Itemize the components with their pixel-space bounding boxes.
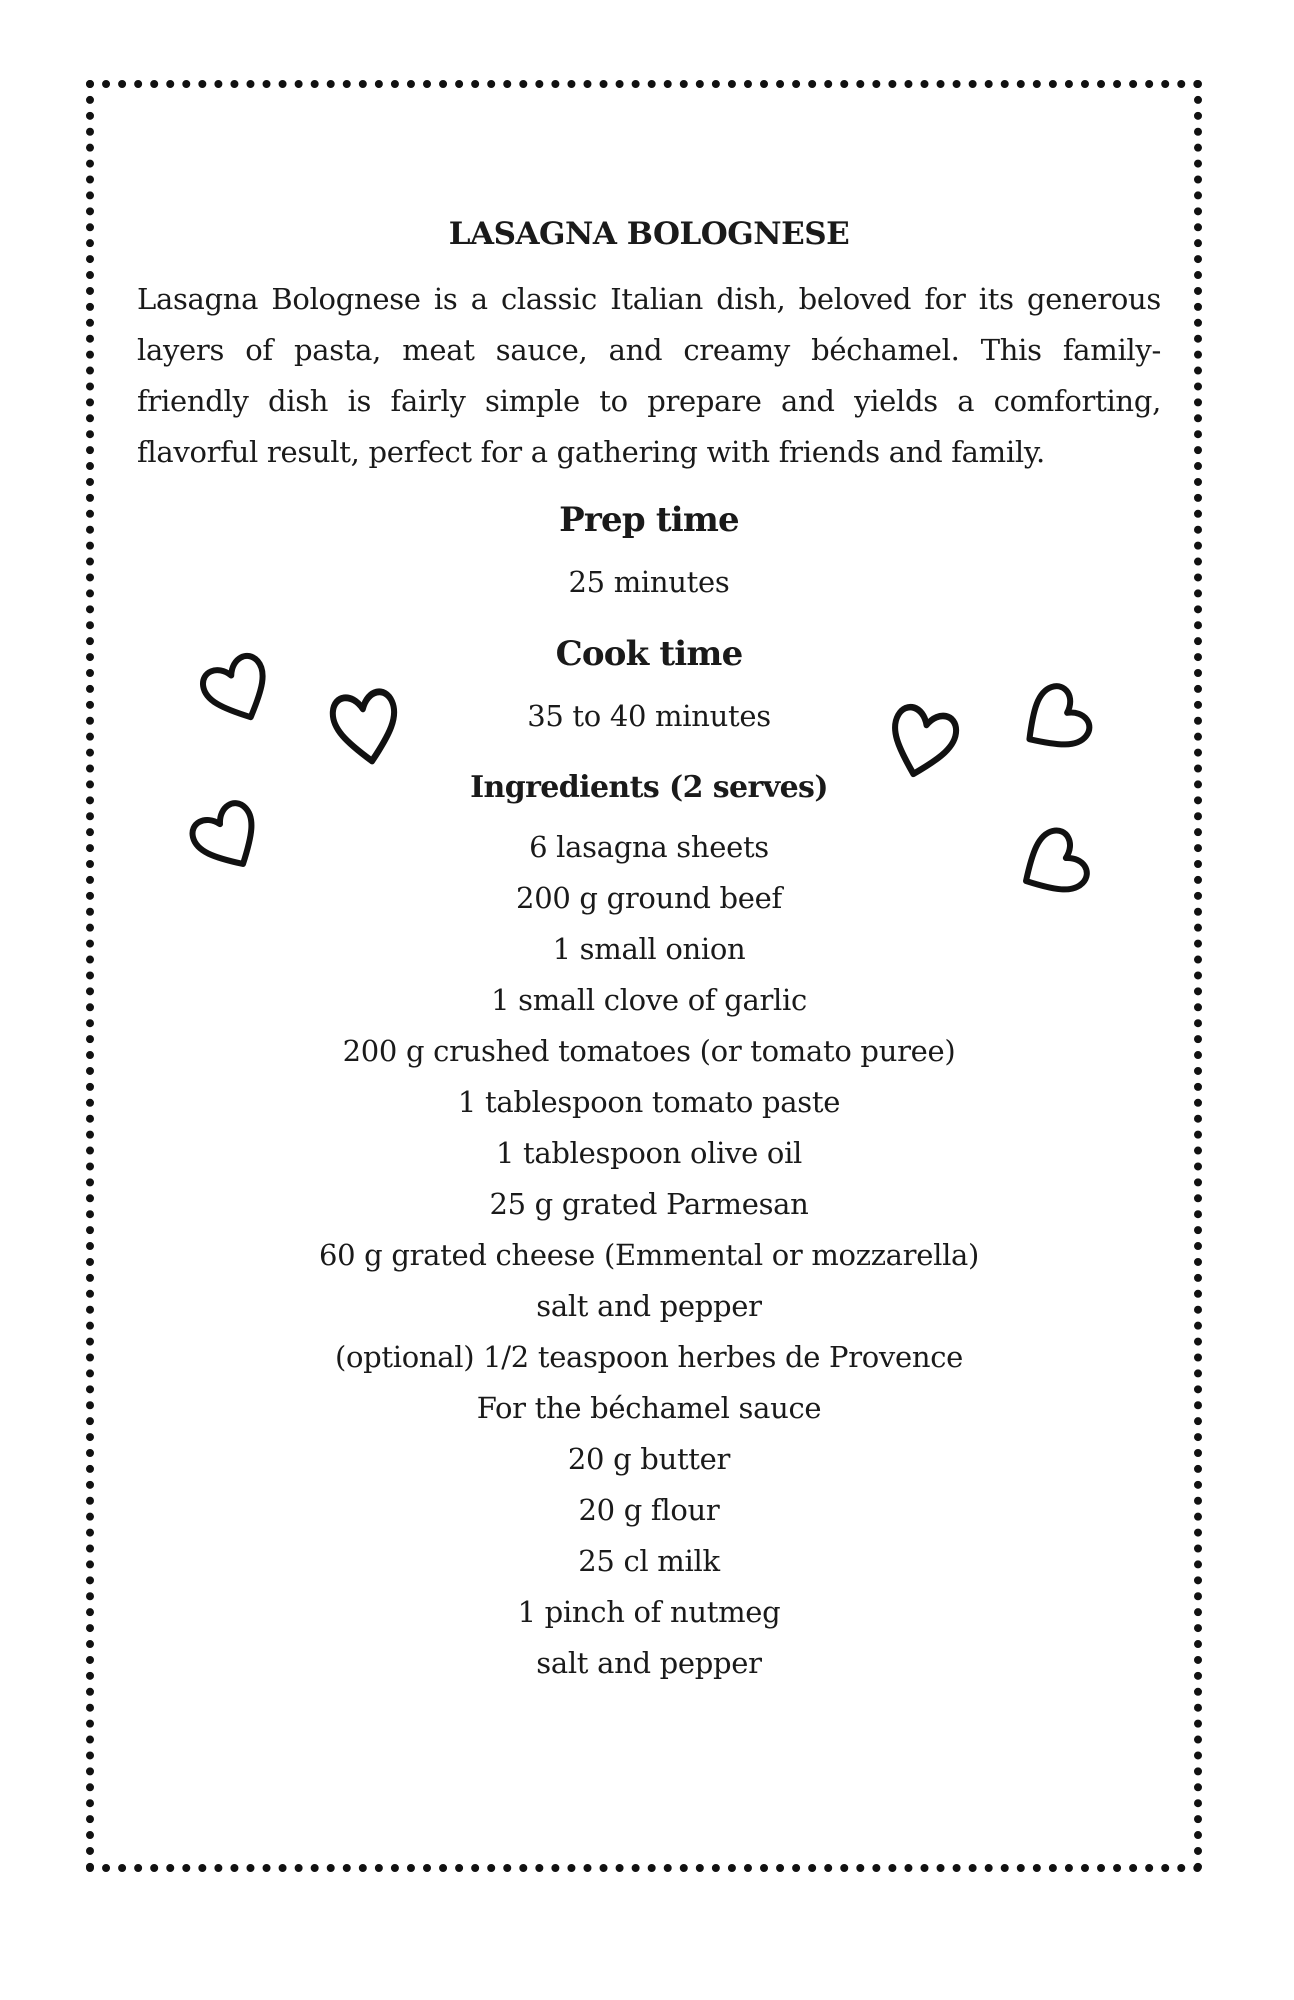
prep-time-value: 25 minutes [568,565,730,599]
ingredient-item: 6 lasagna sheets [529,830,769,864]
ingredient-item: 1 tablespoon olive oil [495,1136,803,1170]
heart-outline-icon [186,796,270,880]
prep-time-heading: Prep time [559,500,739,540]
ingredient-item: 200 g crushed tomatoes (or tomato puree) [342,1034,956,1068]
recipe-card [137,208,1161,1689]
recipe-title: LASAGNA BOLOGNESE [448,216,850,252]
heart-outline-icon [198,650,278,730]
ingredient-item: 20 g flour [578,1493,720,1527]
ingredient-item: 1 tablespoon tomato paste [457,1085,841,1119]
ingredient-item: 25 cl milk [578,1544,720,1578]
ingredient-item: 20 g butter [567,1442,731,1476]
heart-outline-icon [882,698,962,786]
ingredient-item: 25 g grated Parmesan [489,1187,809,1221]
ingredient-item: 1 small onion [552,932,746,966]
cook-time-value: 35 to 40 minutes [527,699,771,733]
heart-outline-icon [1010,824,1094,908]
ingredient-item: salt and pepper [536,1646,762,1680]
heart-outline-icon [1012,680,1096,764]
ingredients-list [137,822,1161,1689]
ingredient-item: 1 small clove of garlic [491,983,807,1017]
ingredient-item: 200 g ground beef [516,881,782,915]
ingredient-item: salt and pepper [536,1289,762,1323]
cook-time-heading: Cook time [555,634,743,674]
ingredient-item: For the béchamel sauce [476,1391,822,1425]
ingredient-item: (optional) 1/2 teaspoon herbes de Provence [334,1340,964,1374]
heart-outline-icon [326,682,406,772]
ingredient-item: 60 g grated cheese (Emmental or mozzarella) [318,1238,980,1272]
ingredients-heading: Ingredients (2 serves) [470,770,828,805]
ingredient-item: 1 pinch of nutmeg [517,1595,781,1629]
recipe-description: Lasagna Bolognese is a classic Italian dish, beloved for its generous layers of pasta, meat sauce, and creamy béchamel. This family-friendly dish is fairly simple to prepare and yields a comforting, flavorful result, perfect for a gathering with friends and family. [137,282,1161,469]
